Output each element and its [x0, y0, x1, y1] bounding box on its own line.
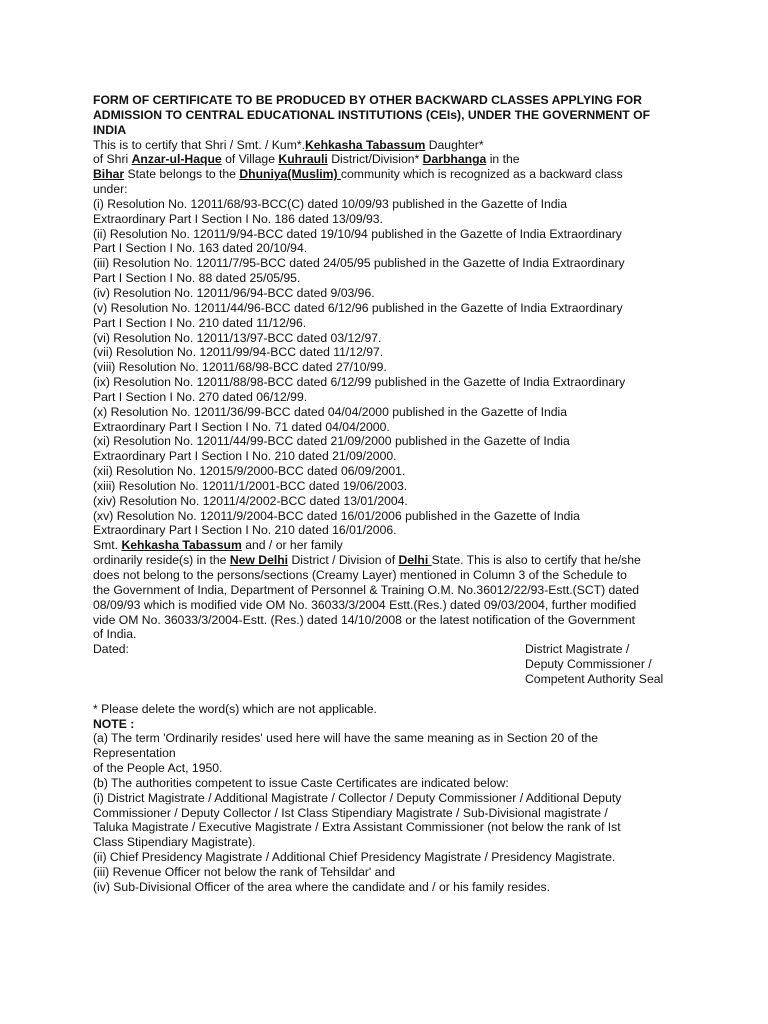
footnote: * Please delete the word(s) which are not applicable. — [93, 701, 377, 716]
note-line: (iii) Revenue Officer not below the rank of Tehsildar' and — [93, 864, 395, 879]
smt-label: Smt. — [93, 538, 122, 553]
dated-signature-row — [93, 642, 673, 687]
resolution-list — [93, 197, 673, 538]
village-name: Kuhrauli — [278, 152, 328, 167]
residence-text-line: of India. — [93, 627, 137, 642]
ordinarily-label: ordinarily reside(s) in the — [93, 553, 230, 568]
resolution-line: (xiii) Resolution No. 12011/1/2001-BCC dated 19/06/2003. — [93, 478, 408, 493]
parent-name: Anzar-ul-Haque — [131, 152, 222, 167]
resolution-line: (ii) Resolution No. 12011/9/94-BCC dated 19/10/94 published in the Gazette of India Extraordinary — [93, 226, 622, 241]
signature-line: Deputy Commissioner / — [525, 657, 652, 672]
note-line: Taluka Magistrate / Executive Magistrate / Extra Assistant Commissioner (not below the rank of Ist — [93, 820, 621, 835]
residence-line-2 — [93, 553, 673, 568]
district-label: District/Division* — [327, 152, 423, 167]
community-suffix: community which is recognized as a backward class — [340, 167, 623, 182]
resolution-line: (ix) Resolution No. 12011/88/98-BCC dated 6/12/99 published in the Gazette of India Extraordinary — [93, 375, 626, 390]
district-name: Darbhanga — [422, 152, 487, 167]
resolution-line: (vii) Resolution No. 12011/99/94-BCC dated 11/12/97. — [93, 345, 384, 360]
residence-text-line: 08/09/93 which is modified vide OM No. 36033/3/2004 Estt.(Res.) dated 09/03/2004, further modified — [93, 597, 637, 612]
spacer — [93, 687, 673, 702]
residence-state: Delhi — [398, 553, 432, 568]
residence-district: New Delhi — [229, 553, 289, 568]
candidate-name: Kehkasha Tabassum — [304, 137, 426, 152]
resolution-line: (vi) Resolution No. 12011/13/97-BCC dated 03/12/97. — [93, 330, 382, 345]
resolution-line: (xii) Resolution No. 12015/9/2000-BCC dated 06/09/2001. — [93, 464, 406, 479]
note-line: Commissioner / Deputy Collector / Ist Class Stipendiary Magistrate / Sub-Divisional magistrate / — [93, 805, 608, 820]
note-line: of the People Act, 1950. — [93, 761, 223, 776]
note-heading: NOTE : — [93, 716, 135, 731]
of-shri-label: of Shri — [93, 152, 132, 167]
note-line: (iv) Sub-Divisional Officer of the area where the candidate and / or his family resides. — [93, 879, 551, 894]
resolution-line: (xi) Resolution No. 12011/44/99-BCC dated 21/09/2000 published in the Gazette of India — [93, 434, 570, 449]
notes-list — [93, 731, 673, 894]
note-line: (ii) Chief Presidency Magistrate / Additional Chief Presidency Magistrate / Presidency Magistrate. — [93, 850, 616, 865]
residence-text-line: the Government of India, Department of Personnel & Training O.M. No.36012/22/93-Estt.(SCT) dated — [93, 582, 640, 597]
resolution-line: Part I Section I No. 88 dated 25/05/95. — [93, 271, 301, 286]
resolution-line: (iii) Resolution No. 12011/7/95-BCC dated 24/05/95 published in the Gazette of India Extraordinary — [93, 256, 625, 271]
note-line: Representation — [93, 746, 176, 761]
signature-line: District Magistrate / — [525, 642, 630, 657]
parent-line — [93, 152, 673, 167]
community-name: Dhuniya(Muslim) — [239, 167, 341, 182]
resolution-line: Extraordinary Part I Section I No. 210 dated 21/09/2000. — [93, 449, 397, 464]
residence-text-line: does not belong to the persons/sections (Creamy Layer) mentioned in Column 3 of the Schedule to — [93, 568, 627, 582]
division-label: District / Division of — [288, 553, 399, 568]
in-the-label: in the — [486, 152, 520, 167]
resolution-line: Part I Section I No. 163 dated 20/10/94. — [93, 241, 308, 256]
state-belongs-label: State belongs to the — [124, 167, 240, 182]
resident-name: Kehkasha Tabassum — [121, 538, 242, 553]
residence-text-line: vide OM No. 36033/3/2004-Estt. (Res.) dated 14/10/2008 or the latest notification of the Government — [93, 612, 635, 627]
certificate-title: FORM OF CERTIFICATE TO BE PRODUCED BY OTHER BACKWARD CLASSES APPLYING FOR ADMISSION TO CENTRAL EDUCATIONAL INSTITUTIONS (CEIs), UNDER THE GOVERNMENT OF INDIA — [93, 93, 651, 137]
resolution-line: Extraordinary Part I Section I No. 186 dated 13/09/93. — [93, 211, 383, 226]
state-name: Bihar — [93, 167, 125, 182]
signature-block — [525, 642, 663, 687]
note-line: (i) District Magistrate / Additional Magistrate / Collector / Deputy Commissioner / Additional Deputy — [93, 790, 622, 805]
resolution-line: Part I Section I No. 270 dated 06/12/99. — [93, 389, 308, 404]
resolution-line: (iv) Resolution No. 12011/96/94-BCC dated 9/03/96. — [93, 285, 375, 300]
note-line: (b) The authorities competent to issue Caste Certificates are indicated below: — [93, 775, 509, 790]
creamy-layer-text — [93, 568, 673, 642]
resolution-line: (viii) Resolution No. 12011/68/98-BCC dated 27/10/99. — [93, 360, 387, 375]
certify-prefix: This is to certify that Shri / Smt. / Kum*. — [93, 137, 305, 152]
under-label: under: — [93, 182, 128, 197]
resolution-line: (x) Resolution No. 12011/36/99-BCC dated 04/04/2000 published in the Gazette of India — [93, 404, 568, 419]
note-line: Class Stipendiary Magistrate). — [93, 835, 256, 850]
resolution-line: (xiv) Resolution No. 12011/4/2002-BCC dated 13/01/2004. — [93, 493, 408, 508]
residence-line-1 — [93, 538, 673, 553]
signature-line: Competent Authority Seal — [525, 671, 664, 686]
certificate-body — [93, 93, 673, 895]
family-label: and / or her family — [241, 538, 343, 553]
certify-line — [93, 138, 673, 153]
state-line — [93, 167, 673, 182]
resolution-line: (v) Resolution No. 12011/44/96-BCC dated 6/12/96 published in the Gazette of India Extraordinary — [93, 300, 623, 315]
resolution-line: (i) Resolution No. 12011/68/93-BCC(C) dated 10/09/93 published in the Gazette of India — [93, 196, 568, 211]
resolution-line: Extraordinary Part I Section I No. 210 dated 16/01/2006. — [93, 523, 397, 538]
dated-label: Dated: — [93, 642, 129, 657]
note-line: (a) The term 'Ordinarily resides' used here will have the same meaning as in Section 20 of the — [93, 731, 599, 746]
creamy-layer-start: State. This is also to certify that he/she — [431, 553, 641, 568]
relation: Daughter* — [425, 137, 484, 152]
resolution-line: Part I Section I No. 210 dated 11/12/96. — [93, 315, 307, 330]
resolution-line: Extraordinary Part I Section I No. 71 dated 04/04/2000. — [93, 419, 390, 434]
resolution-line: (xv) Resolution No. 12011/9/2004-BCC dated 16/01/2006 published in the Gazette of India — [93, 508, 580, 523]
village-label: of Village — [221, 152, 279, 167]
